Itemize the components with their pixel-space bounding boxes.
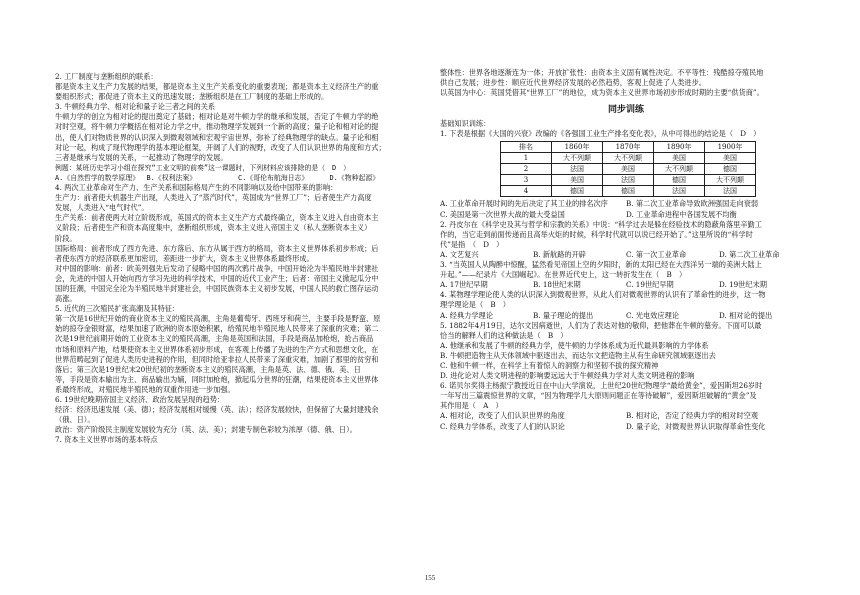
table-header-cell: 1900年 <box>705 142 756 153</box>
q4-option-b: B. 量子理论的提出 <box>533 310 594 320</box>
table-cell: 3 <box>501 175 552 186</box>
text-line: 阶段。 <box>55 233 77 243</box>
text-line: 国际格局：前者形成了西方先进、东方落后、东方从属于西方的格局，资本主义世界体系初步形成；后 <box>55 243 379 253</box>
text-line: 一年写出三篇震惊世界的文章，“因为物理学几大原则问题正在等待破解”，爱因斯坦破解的“黄金”及 <box>440 391 757 401</box>
table-cell: 德国 <box>705 164 756 175</box>
text-line: 生产关系：前者使两大对立阶级形成，英国式的资本主义生产方式最终确立，资本主义进入自由资本主 <box>55 213 379 223</box>
text-line: 6. 19世纪晚期帝国主义经济、政治发展呈现的趋势： <box>55 395 225 404</box>
table-cell: 德国 <box>654 175 705 186</box>
text-line: 供自己发展；进步性：顺应近代世界经济发展的必然趋势，客观上促进了人类进步。 <box>440 78 706 88</box>
table-cell: 美国 <box>552 175 603 186</box>
table-row <box>501 175 756 186</box>
q3-option-a: A. 17世纪早期 <box>440 280 488 290</box>
text-line: 4. 某物理学理论使人类的认识深入到微观世界，从此人们对微观世界的认识有了革命性的进步，这一物 <box>440 290 766 300</box>
table-cell: 大不列颠 <box>654 164 705 175</box>
text-line: 高涨。 <box>55 294 77 304</box>
text-line: 生产力：前者使大机器生产出现，人类进入了“蒸汽时代”，英国成为“世界工厂”；后者使生产力高度 <box>55 193 372 203</box>
text-line: 经济：经济迅速发展（美、德）；经济发展相对缓慢（英、法）；经济发展较快，但保留了大量封建残余 <box>55 405 379 415</box>
table-header-cell: 1860年 <box>552 142 603 153</box>
text-line: 3. 牛顿经典力学、相对论和量子论三者之间的关系 <box>55 102 216 112</box>
text-line: 6. 诺贝尔奖得主杨振宁教授近日在中山大学演说，上世纪20世纪物理学“最给黄金”，爱因斯坦26岁时 <box>440 381 763 391</box>
table-header-row <box>501 142 756 153</box>
text-line: 恰当的解释人们的这种做法是（ B ） <box>440 330 568 340</box>
text-line: 出，使人们对物质世界的认识深入到微观领域和宏观宇宙世界，弥补了经典物理学的缺点。量子论和相 <box>55 132 379 142</box>
question-3 <box>440 260 812 280</box>
text-line: 作的，当它走到前面传递而且高举火炬的时候，科学时代就可以说已经开始了。”这里所说的“科学时 <box>440 229 753 239</box>
text-line: 4. 两次工业革命对生产力、生产关系和国际格局产生的不同影响以及给中国带来的影响： <box>55 183 338 193</box>
text-line: 系最终形成，对殖民地半殖民地的双重作用进一步加强。 <box>55 384 235 394</box>
example-options <box>55 173 421 183</box>
text-line: 5. 近代的三次殖民扩张高潮及其特征： <box>55 304 180 314</box>
q4-option-d: D. 相对论的提出 <box>719 310 773 320</box>
table-header-cell: 排名 <box>501 142 552 153</box>
text-line: 发展，人类进入“电气时代”。 <box>55 203 149 213</box>
table-cell: 法国 <box>552 164 603 175</box>
example-question: 例题：某班历史学习小组在探究“工业文明的前奏”这一课题时，下列材料应该排除的是（ D ） <box>55 163 350 172</box>
page-number: 155 <box>424 574 436 582</box>
example-option-d: D.《物种起源》 <box>329 173 380 182</box>
text-line: 政治：资产阶级民主制度发展较为充分（英、法、美）；封建专制色彩较为浓厚（德、俄、日）。 <box>55 425 357 435</box>
right-top-text <box>440 68 812 98</box>
text-line: 始的掠夺金银财富，结果加速了欧洲的资本原始积累，给殖民地半殖民地人民带来了深重的灾难；第二 <box>55 324 379 334</box>
q3-option-c: C. 19世纪早期 <box>626 280 674 290</box>
text-line: 5. 1882年4月19日，达尔文因病逝世，人们为了表达对他的敬仰，把他葬在牛顿的墓旁。下面可以最 <box>440 320 762 330</box>
table-header-cell: 1870年 <box>603 142 654 153</box>
question-1: 1. 下表是根据《大国的兴衰》改编的《各强国工业生产排名变化表》，从中可得出的结论是（ D ） <box>440 129 761 139</box>
q6-option-c: C. 经典力学体系，改变了人们的认识论 <box>440 421 565 431</box>
question-3-options <box>440 280 812 290</box>
text-line: 对中国的影响：前者：欧美列强先后发动了侵略中国的两次鸦片战争，中国开始沦为半殖民地半封建社 <box>55 263 379 273</box>
question-4-options <box>440 311 812 321</box>
text-line: 落后；第三次是19世纪末20世纪初的垄断资本主义的殖民高潮，主角是英、法、德、俄、美、日 <box>55 364 361 374</box>
question-2 <box>440 220 812 250</box>
text-line: 会，先进的中国人开始向西方学习先进的科学技术，中国的近代工业产生；后者：帝国主义掀起瓜分中 <box>55 273 379 283</box>
table-cell: 德国 <box>603 186 654 197</box>
text-line: 升起。”——纪录片《大国崛起》。在世界近代史上，这一转折发生在（ B ） <box>440 270 687 280</box>
q1-option-c: C. 美国是第一次世界大战的最大受益国 <box>440 209 565 219</box>
table-header-cell: 1890年 <box>654 142 705 153</box>
text-line: 义阶段；后者使生产和资本高度集中，垄断组织形成，资本主义进入帝国主义（私人垄断资本主义） <box>55 223 372 233</box>
text-line: 对时空观，将牛顿力学概括在相对论力学之中，推动物理学发展到一个新的高度；量子论和相对论的提 <box>55 122 379 132</box>
table-cell: 法国 <box>705 186 756 197</box>
q5-option-c: C. 他和牛顿一样，在科学上有着惊人的洞察力和坚韧不拔的探究精神 <box>440 360 659 370</box>
q5-option-b: B. 牛顿把造物主从天体领域中驱逐出去，而达尔文把造物主从有生命研究领域驱逐出去 <box>440 350 716 360</box>
text-line: 等，手段是资本输出为主、商品输出为辅，同时加枪炮，掀起瓜分世界的狂潮，结果使资本主义世界体 <box>55 374 379 384</box>
q2-option-c: C. 第一次工业革命 <box>626 249 687 259</box>
text-line: 理学理论是（ B ） <box>440 300 510 310</box>
text-line: 以英国为中心：英国凭借其“世界工厂”的地位，成为资本主义世界市场初步形成时期的主要“供货商”。 <box>440 88 764 98</box>
q1-option-d: D. 工业革命进程中各国发展不均衡 <box>626 209 737 219</box>
question-2-options <box>440 250 812 260</box>
table-cell: 美国 <box>654 153 705 164</box>
example-option-c: C.《哥伦布航海日志》 <box>238 173 309 182</box>
q6-option-a: A. 相对论，改变了人们认识世界的角度 <box>440 411 565 421</box>
table-row <box>501 153 756 164</box>
text-line: 国的狂潮，中国完全沦为半殖民地半封建社会，中国民族资本主义初步发展，中国人民的救亡图存运动 <box>55 283 379 293</box>
text-line: 对论一起，构成了现代物理学的基本理论框架，开阔了人们的视野，改变了人们认识世界的角度和方式； <box>55 142 386 152</box>
q2-option-a: A. 文艺复兴 <box>440 249 479 259</box>
q3-option-b: B. 18世纪末期 <box>533 280 581 290</box>
q6-option-b: B. 相对论，否定了经典力学的相对时空观 <box>626 411 759 421</box>
example-option-b: B.《权利法案》 <box>146 173 197 182</box>
q5-option-d: D. 进化论对人类文明进程的影响要远远大于牛顿经典力学对人类文明进程的影响 <box>440 371 695 381</box>
ranking-table <box>500 141 756 197</box>
text-line: 其作用是（ A ） <box>440 401 503 411</box>
q5-option-a: A. 他继承和发展了牛顿的经典力学，使牛顿的力学体系成为近代最具影响的力学体系 <box>440 340 709 350</box>
text-line: 都是资本主义生产力发展的结果，都是资本主义生产关系变化的重要表现；都是资本主义经济生产的重 <box>55 82 379 92</box>
text-line: 代”是指 （ D ） <box>440 239 504 249</box>
left-text-block-2 <box>55 183 421 445</box>
text-line: 整体性：世界各地逐渐连为一体；开放扩张性：由资本主义固有属性决定。不平等性：残酷掠夺殖民地 <box>440 68 764 77</box>
table-cell: 德国 <box>552 186 603 197</box>
q1-option-a: A. 工业革命开展时间的先后决定了其工业的排名次序 <box>440 199 608 209</box>
table-cell: 法国 <box>654 186 705 197</box>
table-cell: 法国 <box>603 175 654 186</box>
q2-option-d: D. 第二次工业革命 <box>719 249 780 259</box>
table-cell: 大不列颠 <box>552 153 603 164</box>
text-line: 7. 资本主义世界市场的基本特点 <box>55 435 158 445</box>
text-line: 3. “当英国人从陶醉中惊醒，猛然看见帝国上空的夕阳时，新的太阳已经在大西洋另一端的美洲大陆上 <box>440 260 762 270</box>
text-line: 牛顿力学的创立为相对论的提出奠定了基础；相对论是对牛顿力学的继承和发展，否定了牛顿力学的绝 <box>55 112 379 122</box>
table-cell: 美国 <box>705 153 756 164</box>
text-line: 要组织形式；都促进了资本主义的迅速发展；垄断组织是在工厂制度的基础上形成的。 <box>55 92 329 102</box>
text-line: 三者是继承与发展的关系，一起推动了物理学的发展。 <box>55 152 228 162</box>
section-subtitle: 基础知识训练： <box>440 119 491 129</box>
right-column <box>440 68 812 432</box>
left-column <box>55 72 421 445</box>
q1-option-b: B. 第二次工业革命导致欧洲强国走向衰弱 <box>626 199 759 209</box>
left-text-block <box>55 72 421 163</box>
question-6-options <box>440 411 812 431</box>
table-cell: 4 <box>501 186 552 197</box>
q4-option-c: C. 光电效应理论 <box>626 310 679 320</box>
text-line: 第一次是16世纪开始的商业资本主义的殖民高潮，主角是葡萄牙、西班牙和荷兰，主要手段是野蛮、原 <box>55 314 381 324</box>
question-5 <box>440 321 812 341</box>
table-cell: 2 <box>501 164 552 175</box>
section-title: 同步训练 <box>607 105 644 116</box>
table-row <box>501 164 756 175</box>
q6-option-d: D. 量子论，对微观世界认识取得革命性变化 <box>626 421 766 431</box>
question-6 <box>440 381 812 411</box>
q4-option-a: A. 经典力学理论 <box>440 310 493 320</box>
question-5-options <box>440 341 812 381</box>
table-row <box>501 186 756 197</box>
text-line: 世界范畴起到了促进人类历史进程的作用，但同时给亚非拉人民带来了深重灾难，加剧了那里的贫穷和 <box>55 354 379 364</box>
question-1-options <box>440 199 812 219</box>
text-line: 2. 丹皮尔在《科学史及其与哲学和宗教的关系》中说：“科学过去是躲在经验技术的隐蔽角落里辛勤工 <box>440 219 762 229</box>
table-cell: 1 <box>501 153 552 164</box>
question-4 <box>440 290 812 310</box>
example-option-a: A.《自然哲学的数学原理》 <box>55 173 140 182</box>
text-line: （俄、日）。 <box>55 415 95 425</box>
text-line: 者使东西方的经济联系更加密切，差距进一步扩大，资本主义世界体系最终形成。 <box>55 253 314 263</box>
table-cell: 美国 <box>603 164 654 175</box>
q3-option-d: D. 19世纪末期 <box>719 280 767 290</box>
text-line: 次是19世纪前期开始的工业资本主义的殖民高潮，主角是英国和法国，手段是商品加枪炮，抢占商品 <box>55 334 374 344</box>
table-cell: 大不列颠 <box>603 153 654 164</box>
text-line: 市场和原料产地，结果使资本主义世界体系初步形成，在客观上传播了先进的生产方式和思想文化，在 <box>55 344 379 354</box>
table-cell: 大不列颠 <box>705 175 756 186</box>
q2-option-b: B. 新航路的开辟 <box>533 249 586 259</box>
text-line: 2. 工厂制度与垄断组织的联系： <box>55 72 158 81</box>
